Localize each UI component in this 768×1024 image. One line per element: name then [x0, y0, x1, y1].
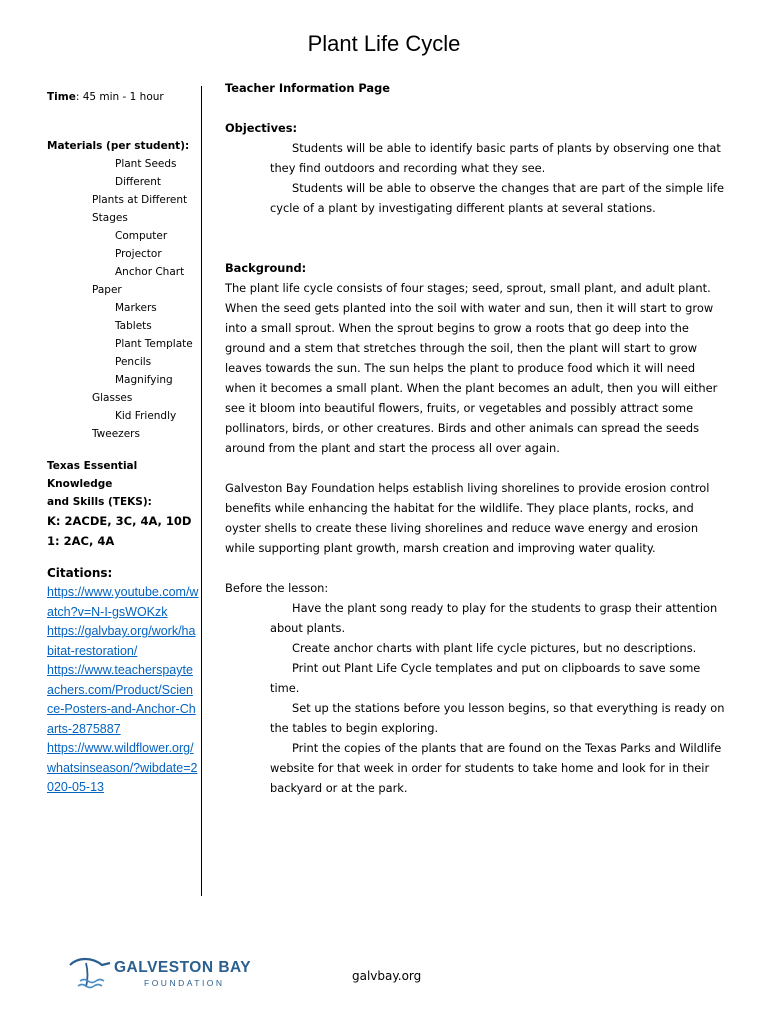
material-item: Plants at Different: [92, 194, 188, 206]
material-item: Magnifying: [115, 374, 173, 386]
material-item: Kid Friendly: [115, 410, 177, 422]
material-item: Plant Seeds: [115, 158, 177, 170]
time-value: : 45 min - 1 hour: [75, 91, 164, 103]
before-lesson-item: Print out Plant Life Cycle templates and put on clipboards to save some time.: [270, 661, 701, 695]
material-item: Tablets: [115, 320, 152, 332]
background-heading: Background:: [225, 261, 307, 275]
material-item: Markers: [115, 302, 157, 314]
galveston-bay-logo: [66, 953, 252, 993]
time-label: Time: [47, 91, 76, 103]
objective-item: Students will be able to identify basic parts of plants by observing one that they find outdoors and recording what they see.: [270, 141, 721, 175]
footer-url: galvbay.org: [352, 969, 422, 983]
teks-1: 1: 2AC, 4A: [47, 534, 115, 548]
material-item: Paper: [92, 284, 122, 296]
column-divider: [201, 86, 202, 896]
background-text: The plant life cycle consists of four stages; seed, sprout, small plant, and adult plant. When the seed gets planted into the soil with water and sun, then it will start to grow into a small sprout. When the sprout begins to grow a roots that go deep into the ground and a stem that stretches through the soil, then the plant will start to grow leaves towards the sun. The sun helps the plant to produce food which it will need when it becomes a small plant. When the plant becomes an adult, then you will either see it bloom into beautiful flowers, fruits, or vegetables and possibly attract some pollinators, birds, or other creatures. Birds and other animals can spread the seeds around from the plant and start the process all over again.: [225, 281, 718, 455]
objectives-heading: Objectives:: [225, 121, 298, 135]
teks-heading-line1: Texas Essential Knowledge: [47, 460, 138, 490]
galveston-text: Galveston Bay Foundation helps establish living shorelines to provide erosion control benefits while enhancing the habitat for the wildlife. They place plants, rocks, and oyster shells to create these living shorelines and reduce wave energy and erosion while supporting plant growth, marsh creation and improving water quality.: [225, 481, 710, 555]
citation-link[interactable]: https://galvbay.org/work/habitat-restoration/: [47, 624, 196, 658]
before-lesson-item: Print the copies of the plants that are found on the Texas Parks and Wildlife website for that week in order for students to take home and look for in their backyard or at the park.: [270, 741, 722, 795]
before-lesson-item: Set up the stations before you lesson begins, so that everything is ready on the tables to begin exploring.: [270, 701, 725, 735]
materials-heading: Materials (per student):: [47, 140, 190, 152]
material-item: Plant Template: [115, 338, 193, 350]
main-content: [225, 78, 725, 798]
material-item: Tweezers: [92, 428, 140, 440]
citations-list: [47, 583, 197, 798]
teks-heading-line2: and Skills (TEKS):: [47, 496, 152, 508]
teks-k: K: 2ACDE, 3C, 4A, 10D: [47, 514, 192, 528]
material-item: Anchor Chart: [115, 266, 185, 278]
logo-sub: FOUNDATION: [144, 978, 225, 988]
time-line: [47, 88, 197, 106]
before-heading: Before the lesson:: [225, 581, 329, 595]
before-lesson-item: Create anchor charts with plant life cycle pictures, but no descriptions.: [292, 641, 697, 655]
before-lesson-item: Have the plant song ready to play for the students to grasp their attention about plants.: [270, 601, 718, 635]
objectives-list: [225, 138, 725, 218]
citation-link[interactable]: https://www.wildflower.org/whatsinseason/?wibdate=2020-05-13: [47, 741, 198, 794]
material-item: Different: [115, 176, 162, 188]
citation-link[interactable]: https://www.youtube.com/watch?v=N-I-gsWOKzk: [47, 585, 199, 619]
heron-waves-logo-icon: [66, 953, 116, 993]
material-item: Glasses: [92, 392, 133, 404]
material-item: Pencils: [115, 356, 152, 368]
page-title: Plant Life Cycle: [307, 31, 461, 56]
before-list: [225, 598, 725, 798]
logo-name: GALVESTON BAY: [114, 959, 252, 976]
teacher-info-heading: Teacher Information Page: [225, 81, 390, 95]
material-item: Projector: [115, 248, 162, 260]
material-item: Computer: [115, 230, 168, 242]
citation-link[interactable]: https://www.teacherspayteachers.com/Product/Science-Posters-and-Anchor-Charts-2875887: [47, 663, 196, 736]
citations-heading: Citations:: [47, 566, 113, 580]
sidebar: [47, 88, 197, 798]
objective-item: Students will be able to observe the changes that are part of the simple life cycle of a plant by investigating different plants at several stations.: [270, 181, 724, 215]
materials-list: [47, 155, 197, 443]
material-item: Stages: [92, 212, 128, 224]
